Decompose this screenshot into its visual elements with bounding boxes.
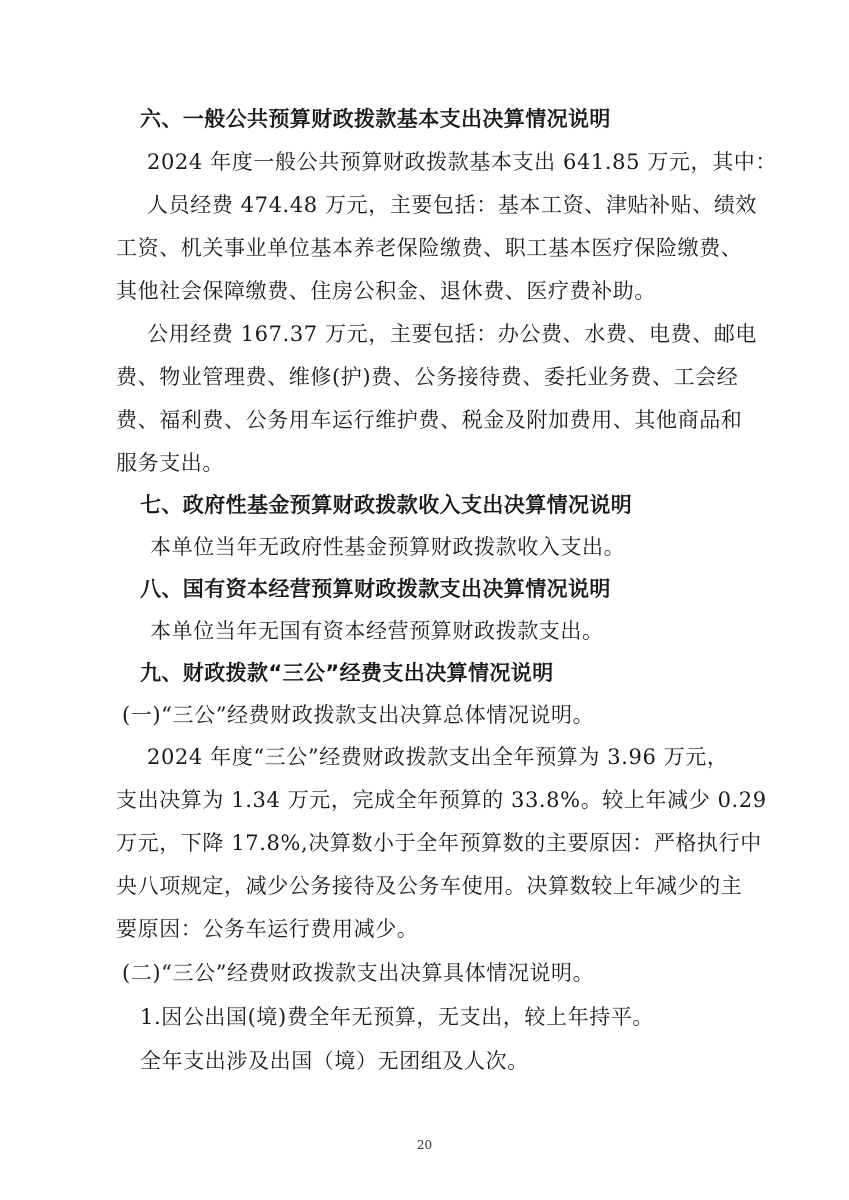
section-nine-paragraph-line: 要原因：公务车运行费用减少。 [116, 917, 419, 941]
section-seven-body: 本单位当年无政府性基金预算财政拨款收入支出。 [150, 535, 626, 559]
section-six-paragraph-line: 工资、机关事业单位基本养老保险缴费、职工基本医疗保险缴费、 [116, 236, 743, 260]
section-nine-paragraph-line: 2024 年度“三公”经费财政拨款支出全年预算为 3.96 万元， [147, 745, 729, 769]
section-six-paragraph-line: 人员经费 474.48 万元，主要包括：基本工资、津贴补贴、绩效 [147, 193, 758, 217]
section-nine-paragraph-line: 万元，下降 17.8%,决算数小于全年预算数的主要原因：严格执行中 [116, 831, 762, 855]
section-six-heading: 六、一般公共预算财政拨款基本支出决算情况说明 [140, 107, 611, 131]
page-number: 20 [416, 1138, 433, 1152]
section-nine-item-1-note: 全年支出涉及出国（境）无团组及人次。 [140, 1049, 529, 1073]
section-six-paragraph-line: 公用经费 167.37 万元，主要包括：办公费、水费、电费、邮电 [147, 322, 758, 346]
section-nine-subheading-1: (一)“三公”经费财政拨款支出决算总体情况说明。 [122, 703, 595, 727]
section-six-paragraph-line: 服务支出。 [116, 451, 224, 475]
section-nine-paragraph-line: 支出决算为 1.34 万元，完成全年预算的 33.8%。较上年减少 0.29 [116, 788, 767, 812]
section-six-paragraph-line: 费、物业管理费、维修(护)费、公务接待费、委托业务费、工会经 [116, 365, 739, 389]
section-six-paragraph-line: 其他社会保障缴费、住房公积金、退休费、医疗费补助。 [116, 279, 656, 303]
section-nine-heading: 九、财政拨款“三公”经费支出决算情况说明 [140, 661, 554, 685]
section-eight-heading: 八、国有资本经营预算财政拨款支出决算情况说明 [140, 577, 611, 601]
section-seven-heading: 七、政府性基金预算财政拨款收入支出决算情况说明 [140, 493, 633, 517]
section-nine-item-1: 1.因公出国(境)费全年无预算，无支出，较上年持平。 [140, 1005, 655, 1029]
section-six-paragraph-line: 费、福利费、公务用车运行维护费、税金及附加费用、其他商品和 [116, 408, 743, 432]
section-six-paragraph-line: 2024 年度一般公共预算财政拨款基本支出 641.85 万元，其中： [147, 150, 777, 174]
section-nine-paragraph-line: 央八项规定，减少公务接待及公务车使用。决算数较上年减少的主 [116, 874, 743, 898]
section-eight-body: 本单位当年无国有资本经营预算财政拨款支出。 [150, 619, 604, 643]
section-nine-subheading-2: (二)“三公”经费财政拨款支出决算具体情况说明。 [122, 961, 595, 985]
